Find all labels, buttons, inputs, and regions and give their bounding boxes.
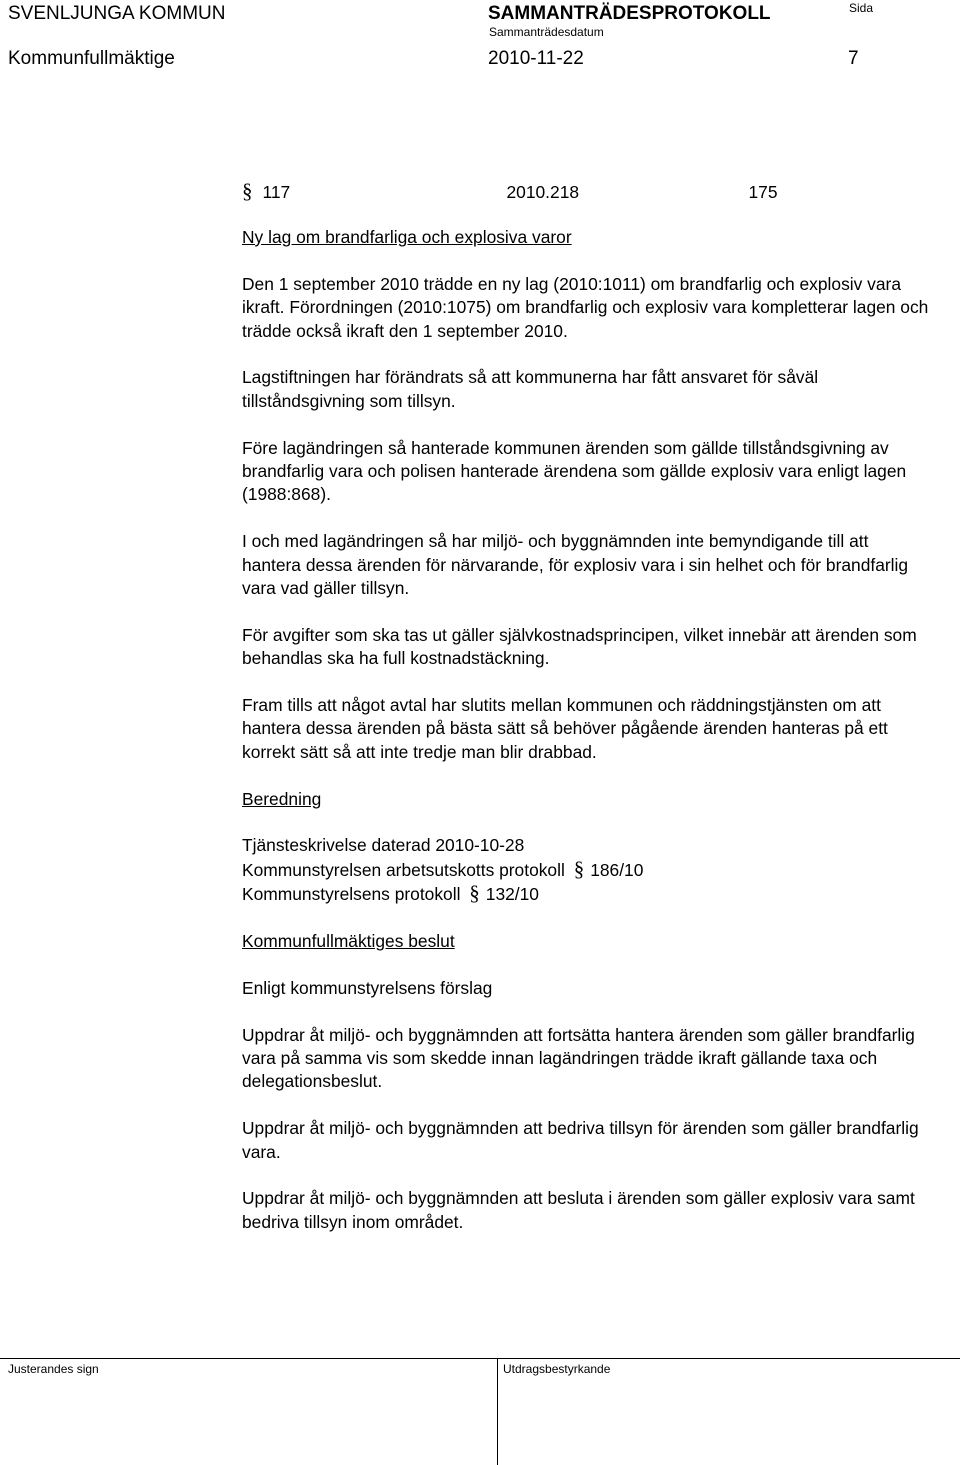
paragraph-number: 117: [262, 182, 291, 202]
decision-item: Uppdrar åt miljö- och byggnämnden att besluta i ärenden som gäller explosiv vara samt bedriva tillsyn inom området.: [242, 1188, 915, 1232]
beredning-item-ref: 186/10: [590, 859, 644, 880]
beredning-item: Tjänsteskrivelse daterad 2010-10-28: [242, 835, 525, 856]
decision-intro: Enligt kommunstyrelsens förslag: [242, 977, 493, 998]
case-number: 2010.218: [506, 182, 580, 202]
body-paragraph: Den 1 september 2010 trädde en ny lag (2010:1011) om brandfarlig och explosiv vara ikraft. Förordningen (2010:1075) om brandfarlig och explosiv vara kompletterar lagen och trädde också ikraft den 1 september 2010.: [242, 273, 929, 341]
beredning-item-text: Kommunstyrelsens protokoll: [242, 884, 461, 905]
body-paragraph: För avgifter som ska tas ut gäller självkostnadsprincipen, vilket innebär att ärenden som behandlas ska ha full kostnadstäckning.: [242, 624, 917, 669]
meeting-date: 2010-11-22: [488, 48, 584, 69]
decision-item: Uppdrar åt miljö- och byggnämnden att bedriva tillsyn för ärenden som gäller brandfarlig vara.: [242, 1118, 919, 1162]
utdragsbestyrkande-label: Utdragsbestyrkande: [503, 1362, 611, 1376]
footer-divider: [497, 1358, 498, 1465]
case-title: Ny lag om brandfarliga och explosiva varor: [242, 227, 572, 247]
decision-heading: Kommunfullmäktiges beslut: [242, 931, 455, 952]
beredning-list: [242, 834, 932, 906]
footer-rule: [0, 1358, 960, 1359]
section-symbol: §: [573, 856, 585, 881]
decision-item: Uppdrar åt miljö- och byggnämnden att fortsätta hantera ärenden som gäller brandfarlig vara på samma vis som skedde innan lagändringen trädde ikraft gällande taxa och delegationsbeslut.: [242, 1024, 915, 1092]
body-paragraph: I och med lagändringen så har miljö- och byggnämnden inte bemyndigande till att hantera dessa ärenden för närvarande, för explosiv vara i sin helhet och för brandfarlig vara vad gäller tillsyn.: [242, 531, 909, 599]
meeting-date-label: Sammanträdesdatum: [489, 25, 604, 39]
page-number: 7: [848, 48, 859, 69]
beredning-item: [242, 858, 932, 882]
page-label: Sida: [849, 1, 874, 15]
section-symbol: §: [469, 881, 480, 906]
body-paragraph: Lagstiftningen har förändrats så att kommunerna har fått ansvaret för såväl tillståndsgivning som tillsyn.: [242, 367, 819, 411]
section-symbol: §: [242, 179, 253, 203]
beredning-item: [242, 882, 932, 906]
meeting-body: Kommunfullmäktige: [8, 48, 175, 69]
beredning-item-text: Kommunstyrelsen arbetsutskotts protokoll: [242, 859, 565, 880]
body-paragraph: Före lagändringen så hanterade kommunen ärenden som gällde tillståndsgivning av brandfarlig vara och polisen hanterade ärendena som gällde explosiv vara enligt lagen (1988:868).: [242, 437, 907, 505]
body-paragraph: Fram tills att något avtal har slutits mellan kommunen och räddningstjänsten om att hantera dessa ärenden på bästa sätt så behöver pågående ärenden hanteras på ett korrekt sätt så att inte tredje man blir drabbad.: [242, 695, 888, 762]
beredning-heading: Beredning: [242, 788, 322, 809]
case-code: 175: [748, 182, 778, 202]
document-type: SAMMANTRÄDESPROTOKOLL: [488, 3, 771, 24]
beredning-item-ref: 132/10: [485, 884, 539, 905]
protocol-content: [242, 180, 932, 1258]
municipality-name: SVENLJUNGA KOMMUN: [8, 3, 226, 24]
justerandes-sign-label: Justerandes sign: [8, 1362, 99, 1376]
paragraph-reference: [242, 180, 932, 210]
